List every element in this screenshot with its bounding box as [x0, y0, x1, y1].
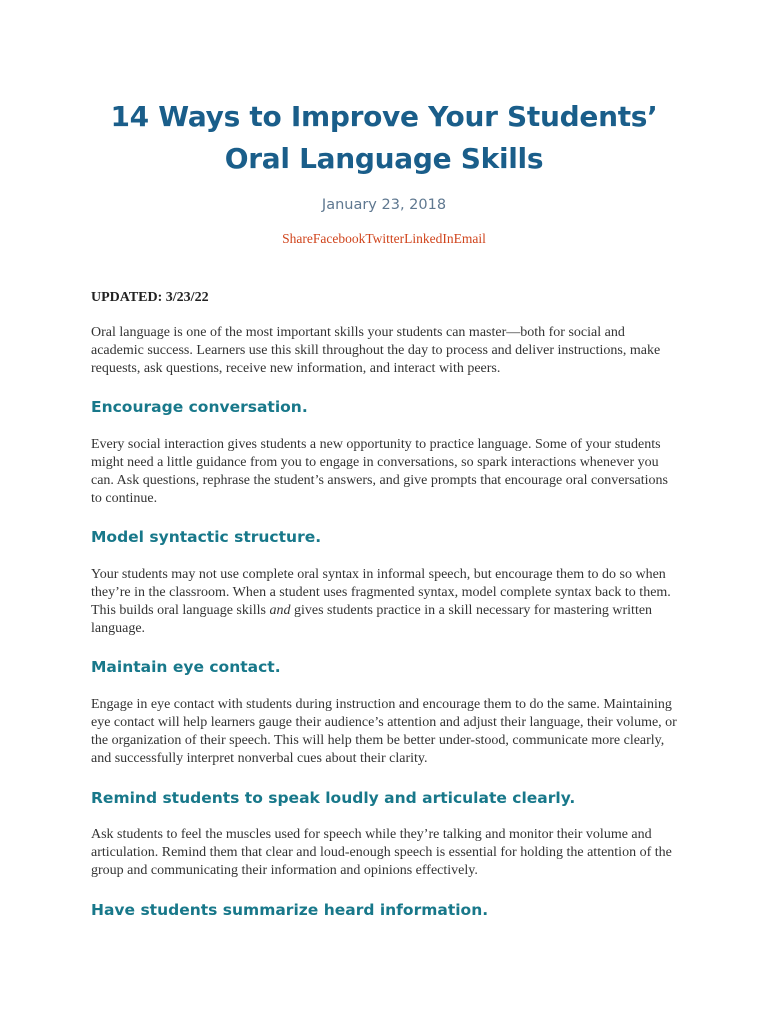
share-link[interactable]: Share	[282, 231, 313, 246]
email-link[interactable]: Email	[453, 231, 486, 246]
publish-date: January 23, 2018	[321, 197, 447, 213]
emphasis-text: and	[269, 603, 291, 618]
body-text-part: Your students may not use complete oral syntax in informal speech, but encourage them to do so when they’re in the classroom. When a student uses fragmented syntax, model complete syntax back to them. This builds oral language skills	[91, 567, 671, 618]
section-body-model-syntactic-structure	[91, 566, 681, 638]
facebook-link[interactable]: Facebook	[312, 231, 366, 246]
section-body-speak-loudly: Ask students to feel the muscles used for speech while they’re talking and monitor their volume and articulation. Remind them that clear and loud-enough speech is essential for holding the attention of the group and communicating their information and opinions effectively.	[91, 827, 672, 878]
body-text-part: gives students practice in a skill necessary for mastering written language.	[91, 603, 653, 636]
updated-note: UPDATED: 3/23/22	[91, 290, 209, 305]
twitter-link[interactable]: Twitter	[365, 231, 405, 246]
linkedin-link[interactable]: LinkedIn	[404, 231, 454, 246]
article-title	[60, 96, 708, 180]
section-body-maintain-eye-contact: Engage in eye contact with students during instruction and encourage them to do the same. Maintaining eye contact will help learners gauge their audience’s attention and adjust their language, their volume, or the organization of their speech. This will help them be better under-stood, communicate more clearly, and successfully interpret nonverbal cues about their clarity.	[91, 697, 677, 766]
section-heading-model-syntactic-structure: Model syntactic structure.	[91, 528, 322, 546]
section-body-encourage-conversation: Every social interaction gives students a new opportunity to practice language. Some of your students might need a little guidance from you to engage in conversations, so spark interactions whenever you can. Ask questions, rephrase the student’s answers, and give prompts that encourage oral conversations to continue.	[91, 437, 668, 506]
article-title-line-2: Oral Language Skills	[224, 142, 544, 175]
section-heading-speak-loudly: Remind students to speak loudly and articulate clearly.	[91, 789, 576, 807]
section-heading-summarize-information: Have students summarize heard information.	[91, 901, 489, 919]
article-body	[91, 289, 681, 920]
share-bar	[0, 231, 768, 247]
section-heading-maintain-eye-contact: Maintain eye contact.	[91, 658, 281, 676]
intro-paragraph: Oral language is one of the most important skills your students can master—both for social and academic success. Learners use this skill throughout the day to process and deliver instructions, make requests, ask questions, receive new information, and interact with peers.	[91, 325, 661, 376]
section-heading-encourage-conversation: Encourage conversation.	[91, 398, 308, 416]
article-title-line-1: 14 Ways to Improve Your Students’	[110, 100, 658, 133]
